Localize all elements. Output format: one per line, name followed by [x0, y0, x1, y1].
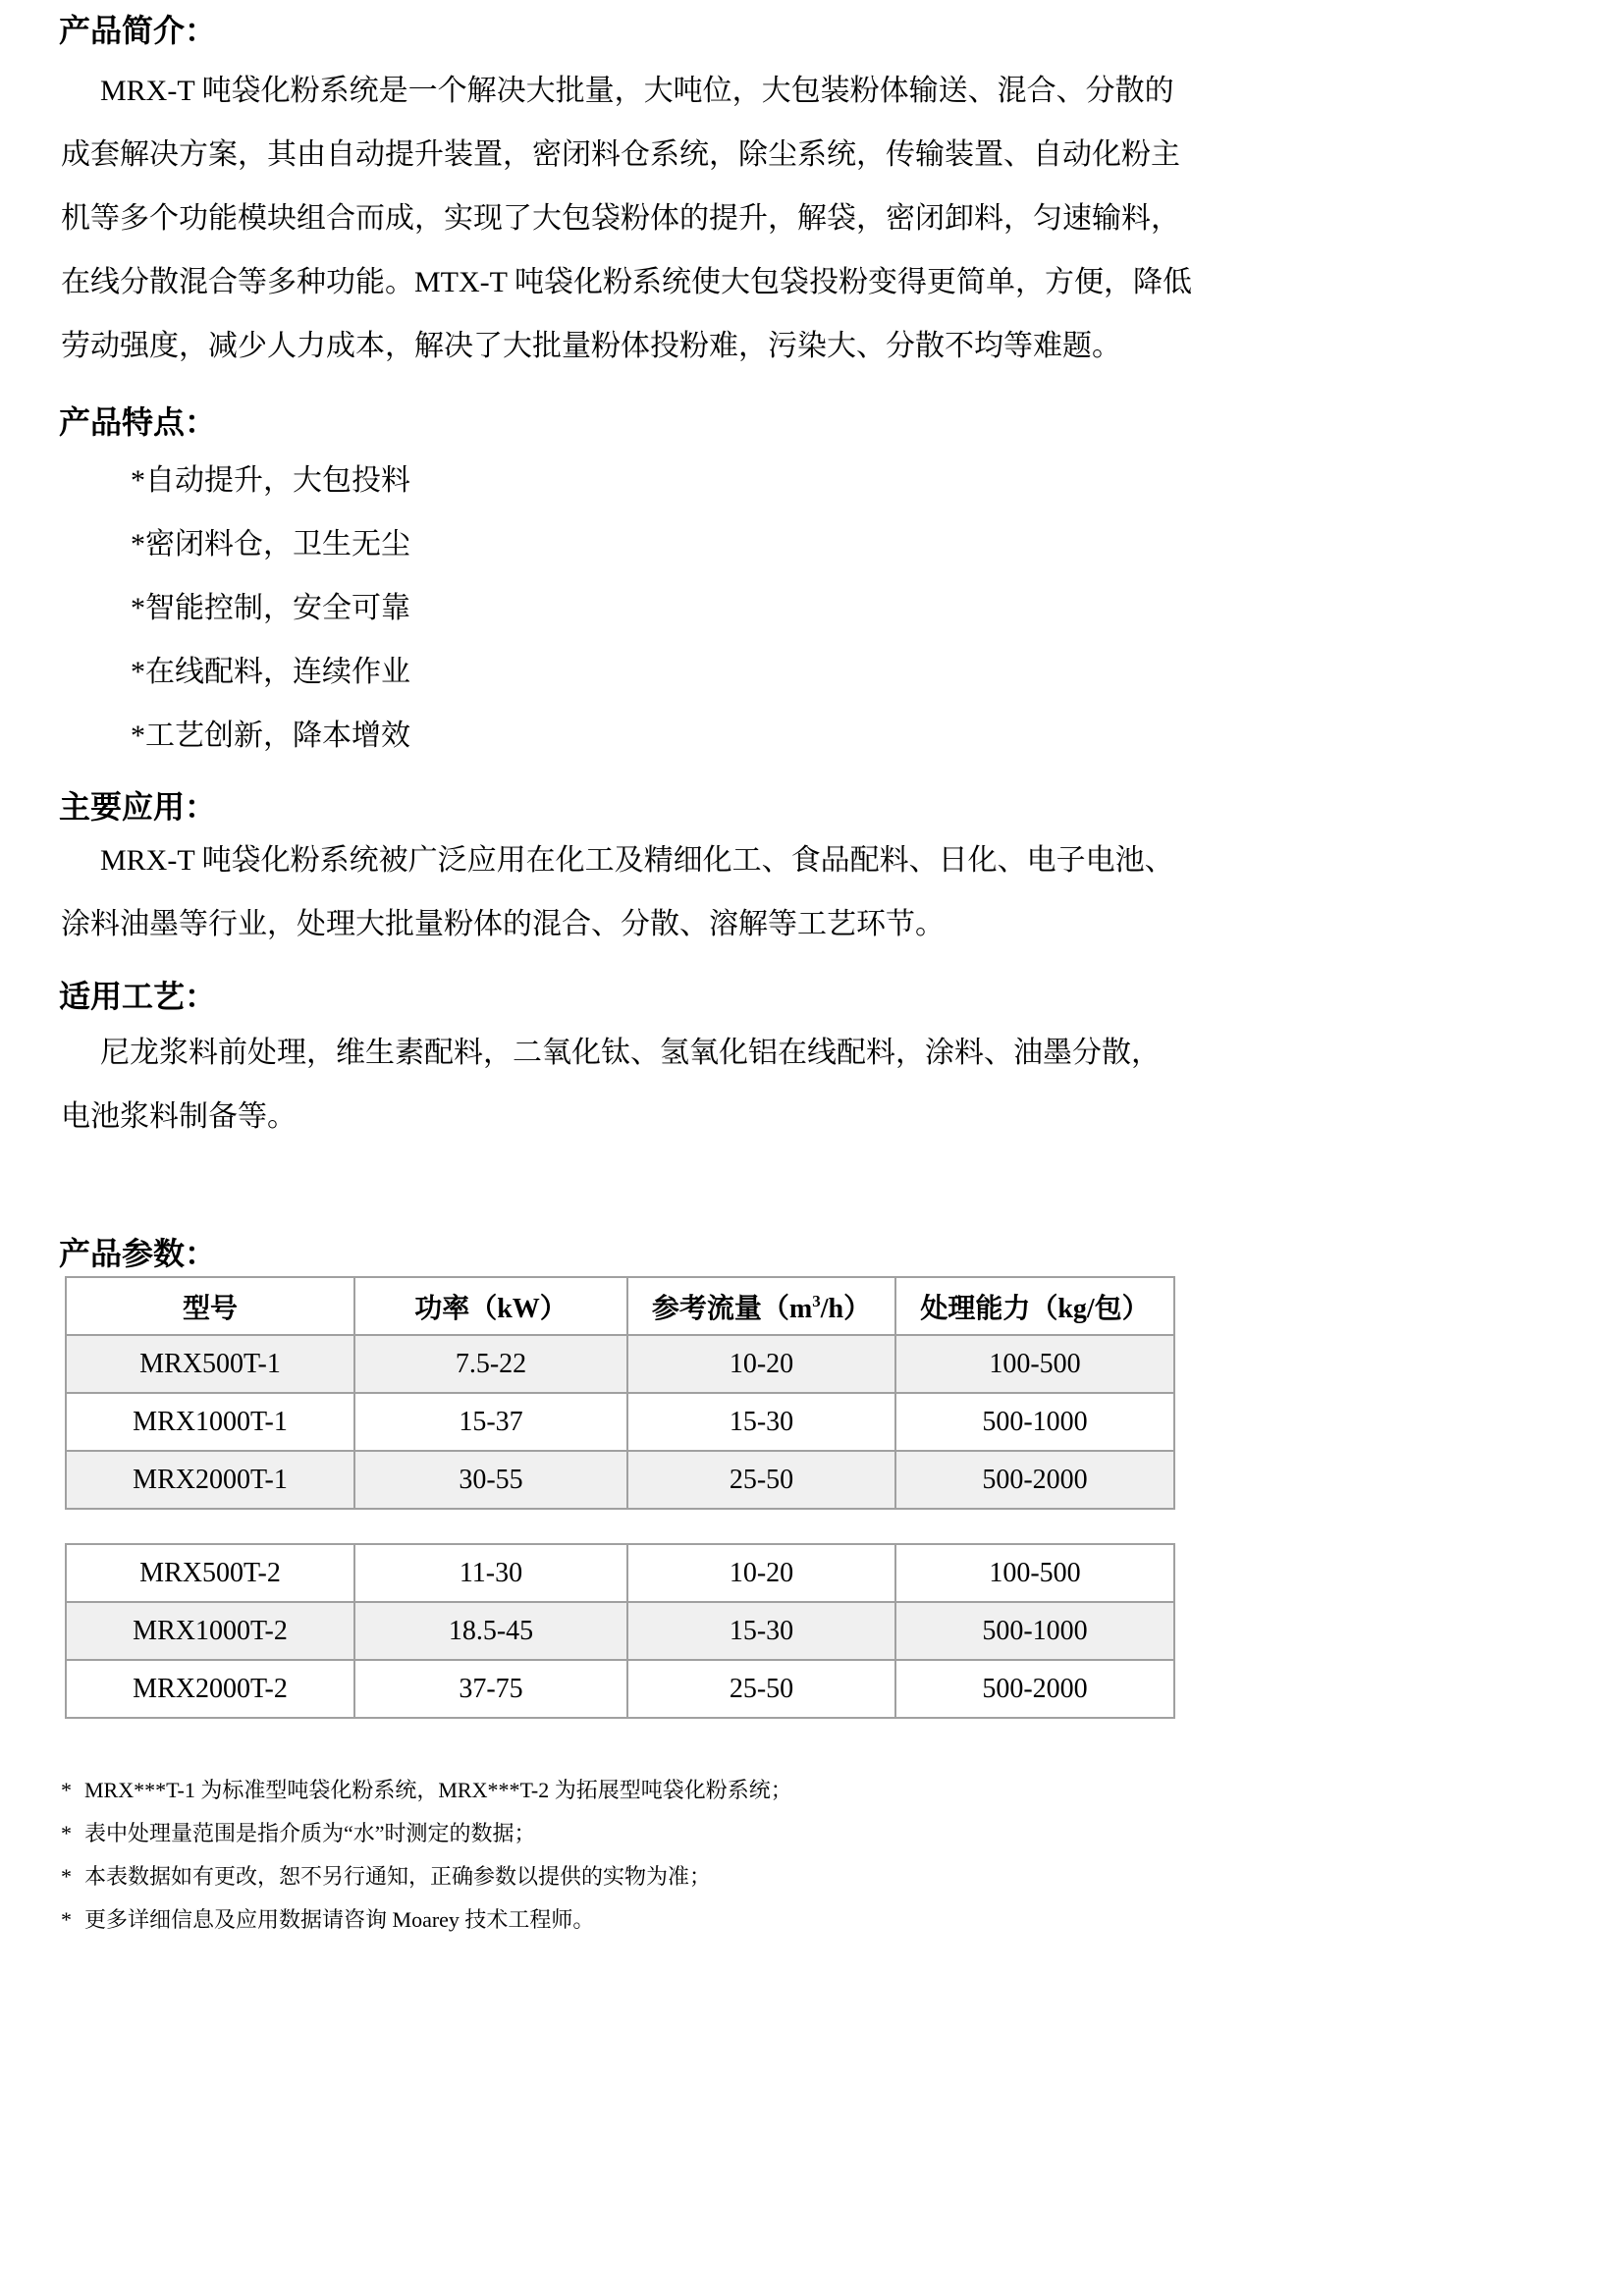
cell-capacity: 500-2000	[895, 1660, 1174, 1718]
cell-capacity: 100-500	[895, 1544, 1174, 1602]
cell-model: MRX500T-2	[66, 1544, 354, 1602]
cell-model: MRX2000T-1	[66, 1451, 354, 1509]
section-heading-applications: 主要应用：	[59, 789, 217, 825]
flow-header-superscript: 3	[812, 1291, 821, 1310]
flow-header-pre: 参考流量（m	[651, 1293, 813, 1324]
footnote-marker: *	[61, 1864, 72, 1889]
applications-line: 涂料油墨等行业，处理大批量粉体的混合、分散、溶解等工艺环节。	[61, 908, 945, 940]
footnote	[61, 1769, 792, 1812]
section-heading-processes: 适用工艺：	[59, 979, 217, 1014]
processes-line: 尼龙浆料前处理，维生素配料，二氧化钛、氢氧化铝在线配料，涂料、油墨分散，	[100, 1037, 1161, 1069]
footnote-text: 表中处理量范围是指介质为“水”时测定的数据；	[84, 1821, 536, 1845]
section-heading-features: 产品特点：	[59, 404, 217, 440]
footnote-text: 更多详细信息及应用数据请咨询 Moarey 技术工程师。	[84, 1907, 595, 1932]
intro-paragraph	[61, 59, 1239, 378]
footnote-text: MRX***T-1 为标准型吨袋化粉系统，MRX***T-2 为拓展型吨袋化粉系统；	[84, 1778, 792, 1802]
cell-power: 37-75	[354, 1660, 627, 1718]
feature-item: *自动提升，大包投料	[131, 464, 410, 497]
footnote-marker: *	[61, 1778, 72, 1802]
cell-capacity: 100-500	[895, 1335, 1174, 1393]
feature-item: *智能控制，安全可靠	[131, 592, 410, 624]
applications-line: MRX-T 吨袋化粉系统被广泛应用在化工及精细化工、食品配料、日化、电子电池、	[100, 844, 1174, 877]
feature-item: *工艺创新，降本增效	[131, 720, 410, 752]
footnote	[61, 1898, 792, 1942]
footnote-text: 本表数据如有更改，恕不另行通知，正确参数以提供的实物为准；	[84, 1864, 712, 1889]
cell-power: 7.5-22	[354, 1335, 627, 1393]
intro-line: 机等多个功能模块组合而成，实现了大包袋粉体的提升，解袋，密闭卸料，匀速输料，	[61, 202, 1180, 235]
footnotes	[61, 1769, 792, 1942]
params-table-extended	[65, 1543, 1175, 1719]
intro-line: 在线分散混合等多种功能。MTX-T 吨袋化粉系统使大包袋投粉变得更简单，方便，降低	[61, 266, 1192, 298]
cell-flow: 15-30	[627, 1602, 895, 1660]
intro-line: 劳动强度，减少人力成本，解决了大批量粉体投粉难，污染大、分散不均等难题。	[61, 330, 1121, 362]
table-header-row	[66, 1277, 1174, 1335]
section-heading-parameters: 产品参数：	[59, 1236, 217, 1271]
cell-flow: 10-20	[627, 1544, 895, 1602]
table-row	[66, 1602, 1174, 1660]
col-header-power: 功率（kW）	[354, 1277, 627, 1335]
cell-power: 18.5-45	[354, 1602, 627, 1660]
feature-item: *在线配料，连续作业	[131, 656, 410, 688]
col-header-capacity: 处理能力（kg/包）	[895, 1277, 1174, 1335]
feature-item: *密闭料仓，卫生无尘	[131, 528, 410, 561]
intro-line: MRX-T 吨袋化粉系统是一个解决大批量，大吨位，大包装粉体输送、混合、分散的	[100, 75, 1174, 107]
processes-paragraph	[61, 1021, 1239, 1148]
cell-power: 11-30	[354, 1544, 627, 1602]
col-header-model: 型号	[66, 1277, 354, 1335]
footnote-marker: *	[61, 1821, 72, 1845]
cell-power: 30-55	[354, 1451, 627, 1509]
cell-model: MRX500T-1	[66, 1335, 354, 1393]
col-header-flow	[627, 1277, 895, 1335]
cell-capacity: 500-1000	[895, 1393, 1174, 1451]
footnote	[61, 1855, 792, 1898]
cell-flow: 10-20	[627, 1335, 895, 1393]
cell-flow: 25-50	[627, 1451, 895, 1509]
section-heading-intro: 产品简介：	[59, 13, 217, 48]
intro-line: 成套解决方案，其由自动提升装置，密闭料仓系统，除尘系统，传输装置、自动化粉主	[61, 138, 1180, 171]
table-row	[66, 1451, 1174, 1509]
flow-header-post: /h）	[820, 1293, 872, 1324]
processes-line: 电池浆料制备等。	[61, 1100, 297, 1133]
cell-model: MRX1000T-1	[66, 1393, 354, 1451]
cell-capacity: 500-1000	[895, 1602, 1174, 1660]
cell-power: 15-37	[354, 1393, 627, 1451]
table-row	[66, 1660, 1174, 1718]
footnote-marker: *	[61, 1907, 72, 1932]
cell-model: MRX2000T-2	[66, 1660, 354, 1718]
footnote	[61, 1812, 792, 1855]
table-row	[66, 1544, 1174, 1602]
params-table-standard	[65, 1276, 1175, 1510]
table-row	[66, 1335, 1174, 1393]
cell-flow: 25-50	[627, 1660, 895, 1718]
features-list	[131, 449, 410, 768]
cell-capacity: 500-2000	[895, 1451, 1174, 1509]
applications-paragraph	[61, 828, 1239, 956]
table-row	[66, 1393, 1174, 1451]
cell-model: MRX1000T-2	[66, 1602, 354, 1660]
cell-flow: 15-30	[627, 1393, 895, 1451]
